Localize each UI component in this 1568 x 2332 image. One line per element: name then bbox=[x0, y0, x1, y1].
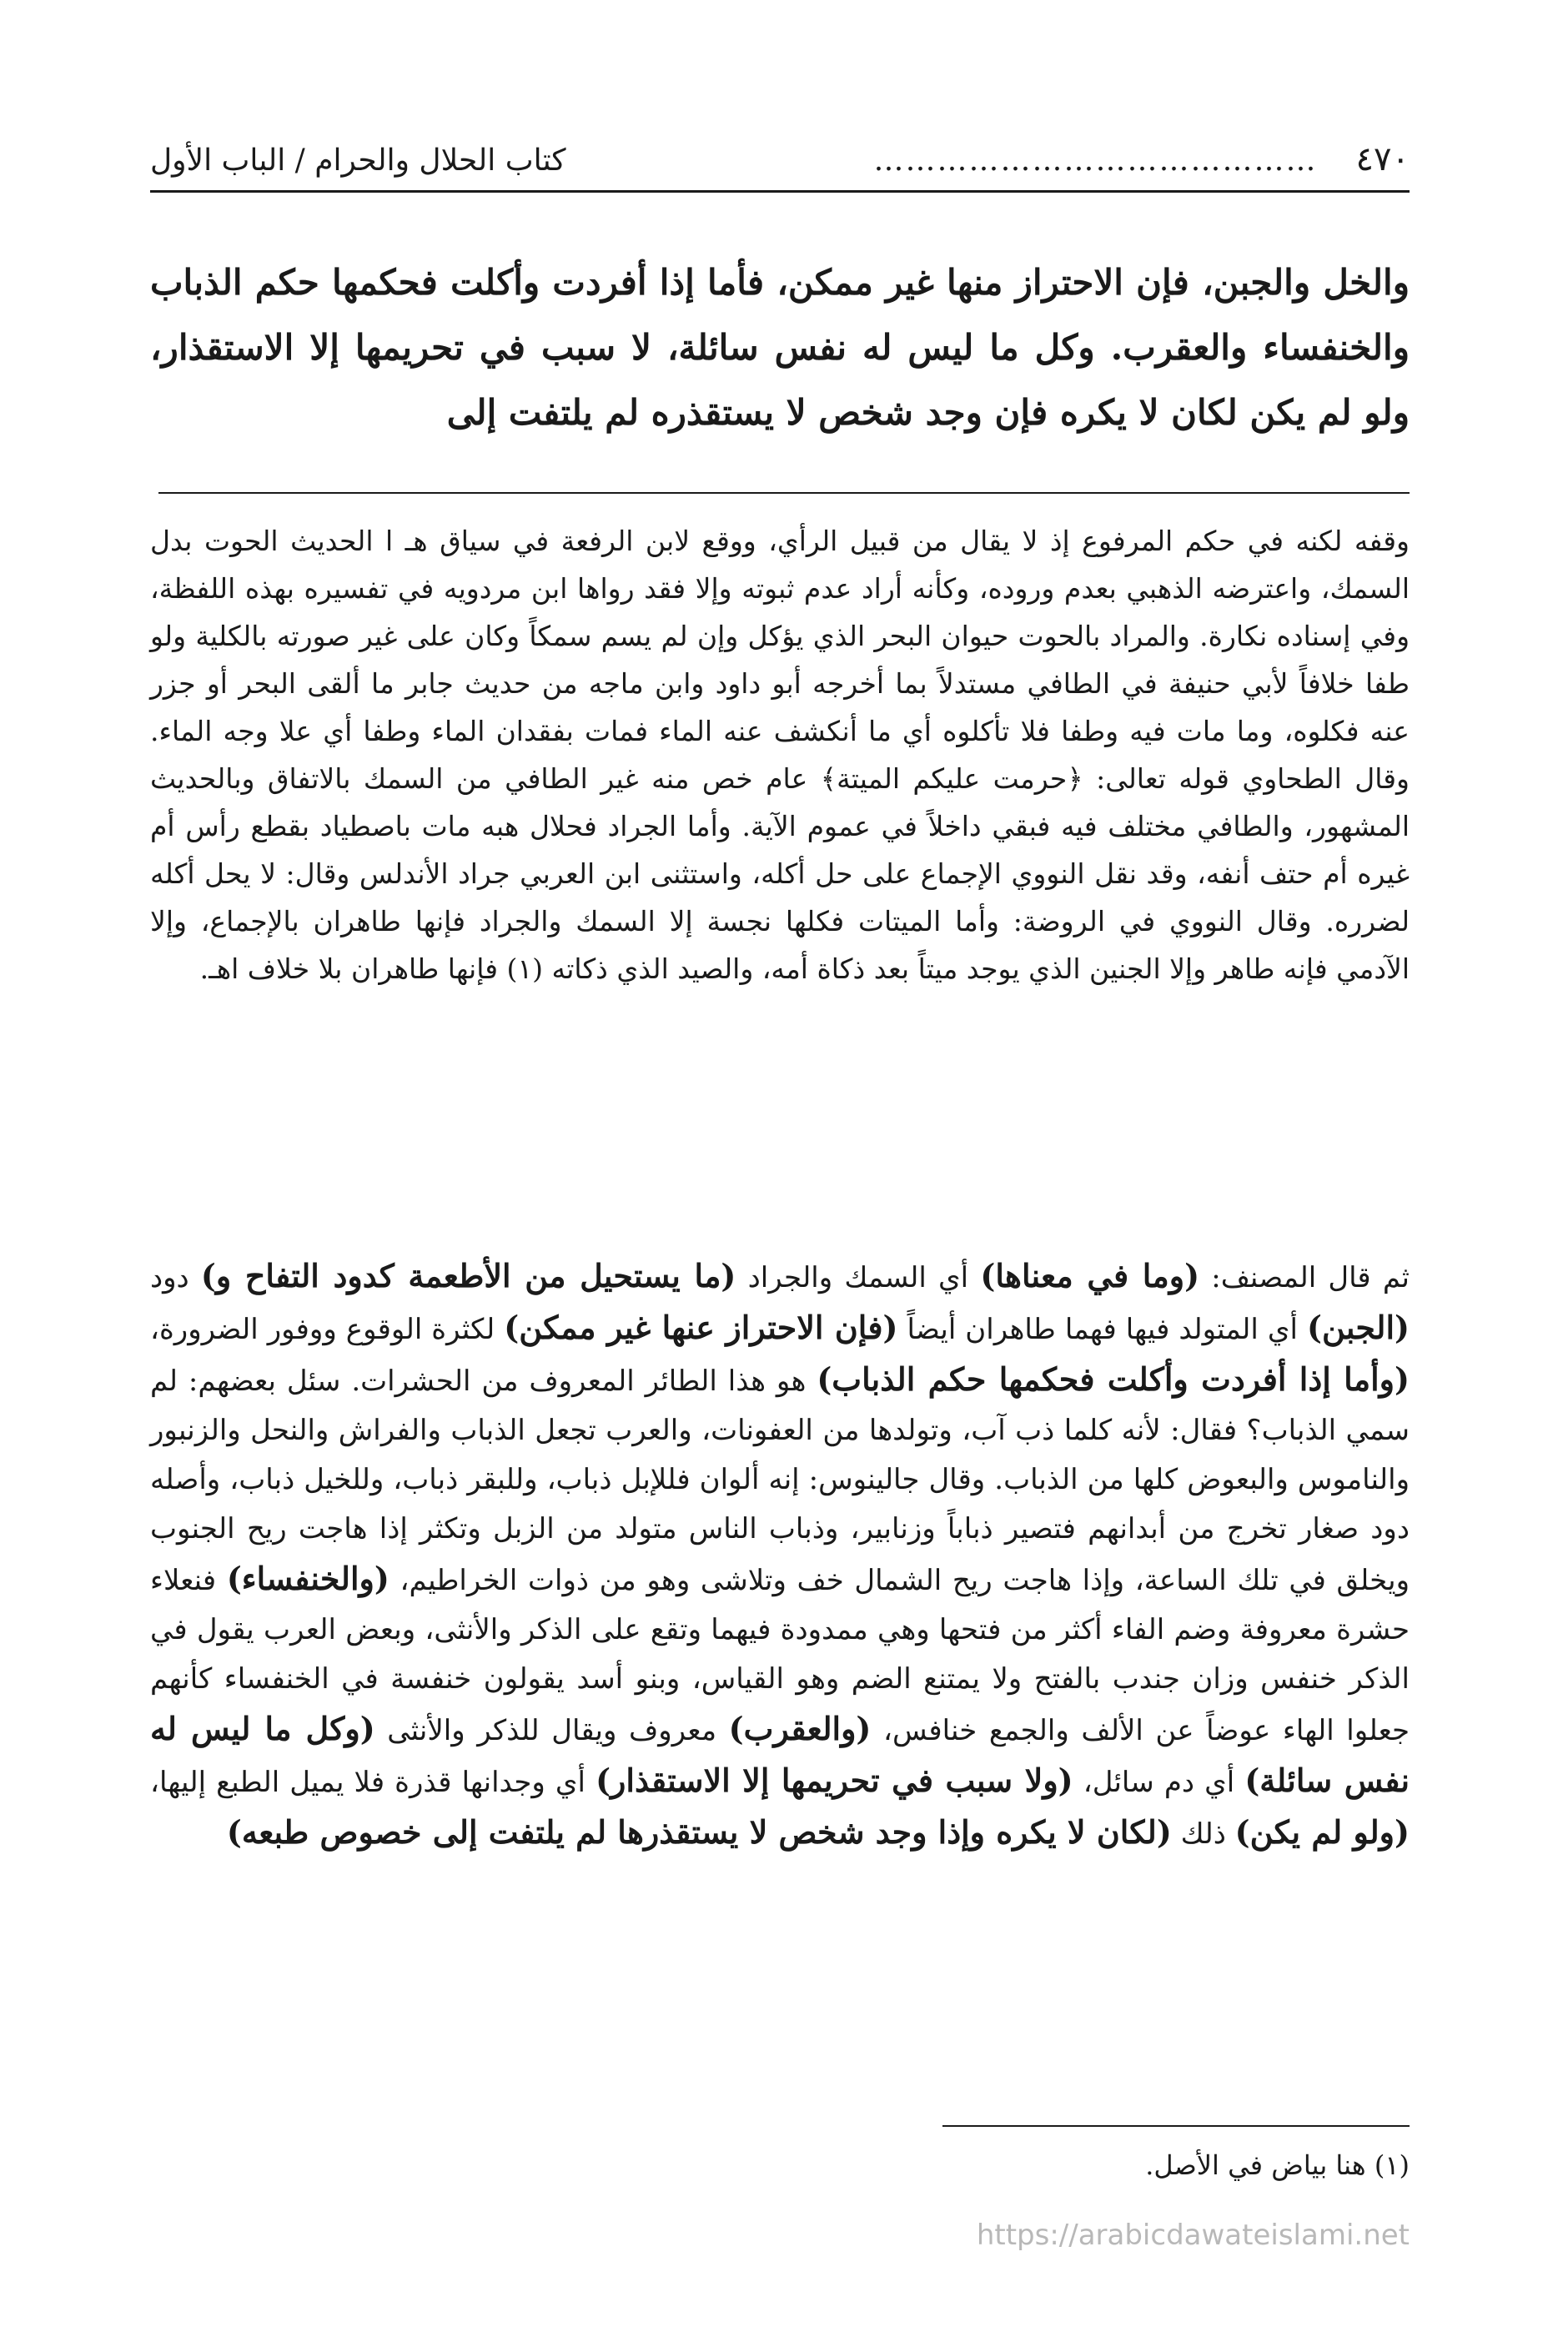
commentary-text bbox=[150, 1251, 1410, 1859]
page-number: ٤٧٠ bbox=[1355, 140, 1410, 178]
quoted-matn-segment: (فإن الاحتراز عنها غير ممكن) bbox=[504, 1309, 898, 1346]
quoted-matn-segment: (ولا سبب في تحريمها إلا الاستقذار) bbox=[596, 1762, 1073, 1799]
quoted-matn-segment: (وما في معناها) bbox=[980, 1257, 1200, 1294]
quoted-matn-segment: (ما يستحيل من الأطعمة كدود التفاح و) bbox=[200, 1257, 736, 1294]
quoted-matn-segment: (ولو لم يكن) bbox=[1234, 1813, 1410, 1851]
commentary-segment: ثم قال المصنف: bbox=[1199, 1261, 1410, 1294]
footnote: (١) هنا بياض في الأصل. bbox=[1145, 2149, 1410, 2181]
commentary-segment: لكثرة الوقوع ووفور الضرورة، bbox=[150, 1313, 505, 1346]
commentary-segment: أي السمك والجراد bbox=[736, 1261, 981, 1294]
commentary-segment: أي المتولد فيها فهما طاهران أيضاً bbox=[897, 1313, 1307, 1346]
main-text: والخل والجبن، فإن الاحتراز منها غير ممكن، فأما إذا أفردت وأكلت فحكمها حكم الذباب والخنفساء والعقرب. وكل ما ليس له نفس سائلة، لا سبب في تحريمها إلا الاستقذار، ولو لم يكن لكان لا يكره فإن وجد شخص لا يستقذره لم يلتفت إلى bbox=[150, 262, 1410, 433]
main-text-divider bbox=[158, 492, 1410, 494]
quoted-matn-segment: (وأما إذا أفردت وأكلت فحكمها حكم الذباب) bbox=[817, 1360, 1410, 1398]
quoted-matn-segment: (والخنفساء) bbox=[226, 1560, 389, 1597]
quoted-matn-segment: (والعقرب) bbox=[728, 1710, 872, 1747]
commentary-segment: أي وجدانها قذرة فلا يميل الطبع إليها، bbox=[150, 1766, 596, 1799]
commentary-segment: دود bbox=[150, 1261, 201, 1294]
commentary-segment: ذلك bbox=[1171, 1817, 1235, 1851]
running-header bbox=[150, 140, 1410, 193]
commentary-segment: هو هذا الطائر المعروف من الحشرات. سئل بعضهم: لم سمي الذباب؟ فقال: لأنه كلما ذب آب، وتولدها من العفونات، والعرب تجعل الذباب والفراش والنحل والزنبور والناموس والبعوض كلها من الذباب. وقال جالينوس: إنه ألوان فللإبل ذباب، وللبقر ذباب، وللخيل ذباب، وأصله دود صغار تخرج من أبدانهم فتصير ذباباً وزنابير، وذباب الناس متولد من الزبل وتكثر إذا هاجت ريح الجنوب ويخلق في تلك الساعة، وإذا هاجت ريح الشمال خف وتلاشى وهو من ذوات الخراطيم، bbox=[150, 1365, 1410, 1597]
commentary-segment: فنعلاء حشرة معروفة وضم الفاء أكثر من فتحها وهي ممدودة فيهما وتقع على الذكر والأنثى، وبعض العرب يقول في الذكر خنفس وزان جندب بالفتح ولا يمتنع الضم وهو القياس، وبنو أسد يقولون خنفسة في الخنفساء كأنهم جعلوا الهاء عوضاً عن الألف والجمع خنافس، bbox=[150, 1564, 1410, 1747]
footnote-divider bbox=[942, 2125, 1410, 2127]
quoted-matn-segment: (وكل ما ليس له نفس سائلة) bbox=[150, 1710, 1410, 1799]
commentary-segment: معروف ويقال للذكر والأنثى bbox=[374, 1714, 729, 1747]
annotation-text: وقفه لكنه في حكم المرفوع إذ لا يقال من قبيل الرأي، ووقع لابن الرفعة في سياق هـ ا الحديث الحوت بدل السمك، واعترضه الذهبي بعدم وروده، وكأنه أراد عدم ثبوته وإلا فقد رواها ابن مردويه في تفسيره بهذه اللفظة، وفي إسناده نكارة. والمراد بالحوت حيوان البحر الذي يؤكل وإن لم يسم سمكاً وكان على غير صورته بالكلية ولو طفا خلافاً لأبي حنيفة في الطافي مستدلاً بما أخرجه أبو داود وابن ماجه من حديث جابر ما ألقى البحر أو جزر عنه فكلوه، وما مات فيه وطفا فلا تأكلوه أي ما أنكشف عنه الماء فمات بفقدان الماء وطفا أي علا وجه الماء. وقال الطحاوي قوله تعالى: ﴿حرمت عليكم الميتة﴾ عام خص منه غير الطافي من السمك بالاتفاق وبالحديث المشهور، والطافي مختلف فيه فبقي داخلاً في عموم الآية. وأما الجراد فحلال هبه مات باصطياد بقطع رأس أم غيره أم حتف أنفه، وقد نقل النووي الإجماع على حل أكله، واستثنى ابن العربي جراد الأندلس وقال: لا يحل أكله لضرره. وقال النووي في الروضة: وأما الميتات فكلها نجسة إلا السمك والجراد فإنها طاهران بالإجماع، وإلا الآدمي فإنه طاهر وإلا الجنين الذي يوجد ميتاً بعد ذكاة أمه، والصيد الذي ذكاته (١) فإنها طاهران بلا خلاف اهـ. bbox=[150, 525, 1410, 985]
chapter-title: كتاب الحلال والحرام / الباب الأول bbox=[150, 143, 566, 178]
header-leader-dots: …………………………………… bbox=[873, 143, 1318, 178]
quoted-matn-segment: (لكان لا يكره وإذا وجد شخص لا يستقذرها لم يلتفت إلى خصوص طبعه) bbox=[226, 1813, 1172, 1851]
quoted-matn-segment: (الجبن) bbox=[1306, 1309, 1410, 1346]
watermark-url: https://arabicdawateislami.net bbox=[976, 2219, 1410, 2252]
commentary-segment: أي دم سائل، bbox=[1073, 1766, 1245, 1799]
